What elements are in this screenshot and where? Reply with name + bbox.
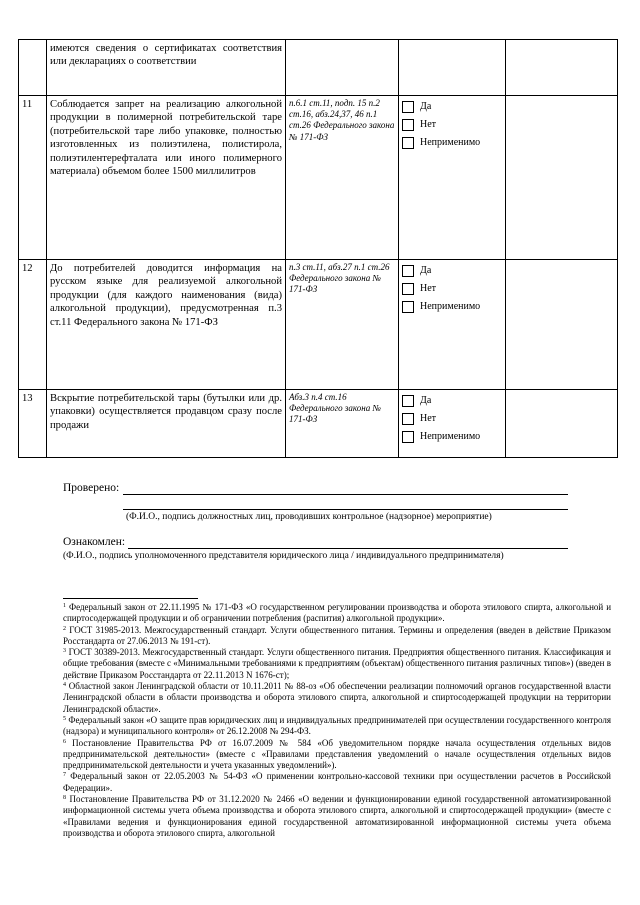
- option-label: Нет: [420, 283, 437, 295]
- answer-cell: [399, 96, 506, 260]
- option-yes[interactable]: [402, 262, 502, 280]
- footnote-mark: 1: [63, 603, 66, 609]
- footnote-mark: 6: [63, 738, 66, 745]
- legal-reference: п.3 ст.11, абз.27 п.1 ст.26 Федерального закона № 171-ФЗ: [286, 260, 399, 390]
- option-label: Неприменимо: [420, 137, 481, 149]
- answer-cell: [399, 260, 506, 390]
- footnote-text: ГОСТ 30389-2013. Межгосударственный стандарт. Услуги общественного питания. Предприятия общественного питания. Классификация и общие требования (вместе с «Минимальными требованиями к предприятиям (объектам) общественного питания различных типов») (введен в действие Приказом Росстандарта от 22.11.2013 N 1676-ст);: [63, 647, 611, 680]
- footnote-mark: 4: [63, 682, 66, 689]
- checkbox-icon[interactable]: [402, 283, 414, 295]
- checked-signature-line-2[interactable]: [123, 509, 568, 510]
- footnote-mark: 2: [63, 625, 66, 632]
- footnote-text: Федеральный закон от 22.05.2003 № 54-ФЗ «О применении контрольно-кассовой техники при осуществлении расчетов в Российской Федерации».: [63, 771, 611, 793]
- footnote-text: Постановление Правительства РФ от 31.12.2020 № 2466 «О ведении и функционировании единой государственной автоматизированной информационной системы учета объема производства и оборота этилового спирта, алкогольной и спиртосодержащей продукции» (вместе с «Правилами ведения и функционирования единой государственной автоматизированной информационной системы учета объема производства и оборота этилового спирта, алкогольной: [63, 794, 612, 838]
- footnote: [63, 794, 611, 839]
- footnote-mark: 3: [63, 648, 66, 655]
- footnote: [63, 602, 611, 625]
- checked-signature-line[interactable]: [123, 494, 568, 495]
- checkbox-icon[interactable]: [402, 395, 414, 407]
- option-label: Нет: [420, 413, 437, 425]
- notes-cell: [506, 96, 618, 260]
- row-number: 13: [19, 390, 47, 458]
- legal-reference: [286, 40, 399, 96]
- table-row: [19, 390, 618, 458]
- footnote-mark: 8: [63, 795, 66, 802]
- legal-reference: п.6.1 ст.11, подп. 15 п.2 ст.16, абз.24,37, 46 п.1 ст.26 Федерального закона № 171-ФЗ: [286, 96, 399, 260]
- option-no[interactable]: [402, 280, 502, 298]
- footnote-mark: 7: [63, 772, 66, 779]
- footnote-mark: 5: [63, 715, 66, 722]
- option-yes[interactable]: [402, 392, 502, 410]
- option-yes[interactable]: [402, 98, 502, 116]
- footnote-text: Постановление Правительства РФ от 16.07.2009 № 584 «Об уведомительном порядке начала осуществления отдельных видов предпринимательской деятельности» (вместе с «Правилами представления уведомлений о начале осуществления отдельных видов предпринимательской деятельности и учета указанных уведомлений»).: [63, 737, 611, 771]
- checkbox-icon[interactable]: [402, 101, 414, 113]
- footnote-text: ГОСТ 31985-2013. Межгосударственный стандарт. Услуги общественного питания. Термины и определения (введен в действие Приказом Росстандарта от 27.06.2013 № 191-ст).: [63, 624, 612, 646]
- option-label: Неприменимо: [420, 301, 481, 313]
- footnote: [63, 647, 611, 681]
- requirement-text: Соблюдается запрет на реализацию алкогольной продукции в полимерной потребительской таре (потребительской таре либо упаковке, полностью изготовленных из полиэтилена, полистирола, полиэтилентерефталата или иного полимерного материала) объемом более 1500 миллилитров: [47, 96, 286, 260]
- option-no[interactable]: [402, 410, 502, 428]
- option-not-applicable[interactable]: [402, 134, 502, 152]
- footnote: [63, 625, 611, 648]
- option-no[interactable]: [402, 116, 502, 134]
- legal-reference: Абз.3 п.4 ст.16 Федерального закона № 171-ФЗ: [286, 390, 399, 458]
- reviewed-caption: (Ф.И.О., подпись уполномоченного представителя юридического лица / индивидуального предпринимателя): [63, 551, 504, 561]
- footnote-text: Областной закон Ленинградской области от 10.11.2011 № 88-оз «Об обеспечении реализации полномочий органов государственной власти Ленинградской области в области производства и оборота этилового спирта, алкогольной и спиртосодержащей продукции на территории Ленинградской области».: [63, 681, 611, 714]
- footnote: [63, 681, 611, 715]
- option-not-applicable[interactable]: [402, 298, 502, 316]
- checkbox-icon[interactable]: [402, 431, 414, 443]
- requirement-text: До потребителей доводится информация на русском языке для реализуемой алкогольной продукции (для каждого наименования (вида) алкогольной продукции), предусмотренная п.3 ст.11 Федерального закона № 171-ФЗ: [47, 260, 286, 390]
- checkbox-icon[interactable]: [402, 119, 414, 131]
- footnote-separator: [63, 598, 198, 599]
- footnote: [63, 738, 611, 772]
- option-label: Да: [420, 101, 432, 113]
- option-label: Неприменимо: [420, 431, 481, 443]
- footnote: [63, 715, 611, 738]
- checkbox-icon[interactable]: [402, 413, 414, 425]
- option-label: Да: [420, 395, 432, 407]
- requirement-text: имеются сведения о сертификатах соответствия или декларациях о соответствии: [47, 40, 286, 96]
- checkbox-icon[interactable]: [402, 265, 414, 277]
- answer-cell: [399, 40, 506, 96]
- checkbox-icon[interactable]: [402, 137, 414, 149]
- notes-cell: [506, 260, 618, 390]
- row-number: 12: [19, 260, 47, 390]
- footnote-text: Федеральный закон от 22.11.1995 № 171-ФЗ «О государственном регулировании производства и оборота этилового спирта, алкогольной и спиртосодержащей продукции и об ограничении потребления (распития) алкогольной продукции».: [63, 602, 612, 624]
- table-row: [19, 260, 618, 390]
- checked-caption: (Ф.И.О., подпись должностных лиц, проводивших контрольное (надзорное) мероприятие): [126, 512, 492, 522]
- table-row: [19, 40, 618, 96]
- notes-cell: [506, 40, 618, 96]
- reviewed-signature-line[interactable]: [128, 548, 568, 549]
- answer-cell: [399, 390, 506, 458]
- notes-cell: [506, 390, 618, 458]
- option-label: Да: [420, 265, 432, 277]
- footnote-text: Федеральный закон «О защите прав юридических лиц и индивидуальных предпринимателей при осуществлении государственного контроля (надзора) и муниципального контроля» от 26.12.2008 № 294-ФЗ.: [63, 714, 611, 737]
- option-label: Нет: [420, 119, 437, 131]
- reviewed-label: Ознакомлен:: [63, 536, 126, 548]
- footnote: [63, 771, 611, 794]
- checklist-table: [18, 39, 618, 458]
- row-number: 11: [19, 96, 47, 260]
- footnotes: [63, 602, 611, 839]
- option-not-applicable[interactable]: [402, 428, 502, 446]
- requirement-text: Вскрытие потребительской тары (бутылки или др. упаковки) осуществляется продавцом сразу после продажи: [47, 390, 286, 458]
- checked-label: Проверено:: [63, 482, 120, 494]
- table-row: [19, 96, 618, 260]
- row-number: [19, 40, 47, 96]
- checkbox-icon[interactable]: [402, 301, 414, 313]
